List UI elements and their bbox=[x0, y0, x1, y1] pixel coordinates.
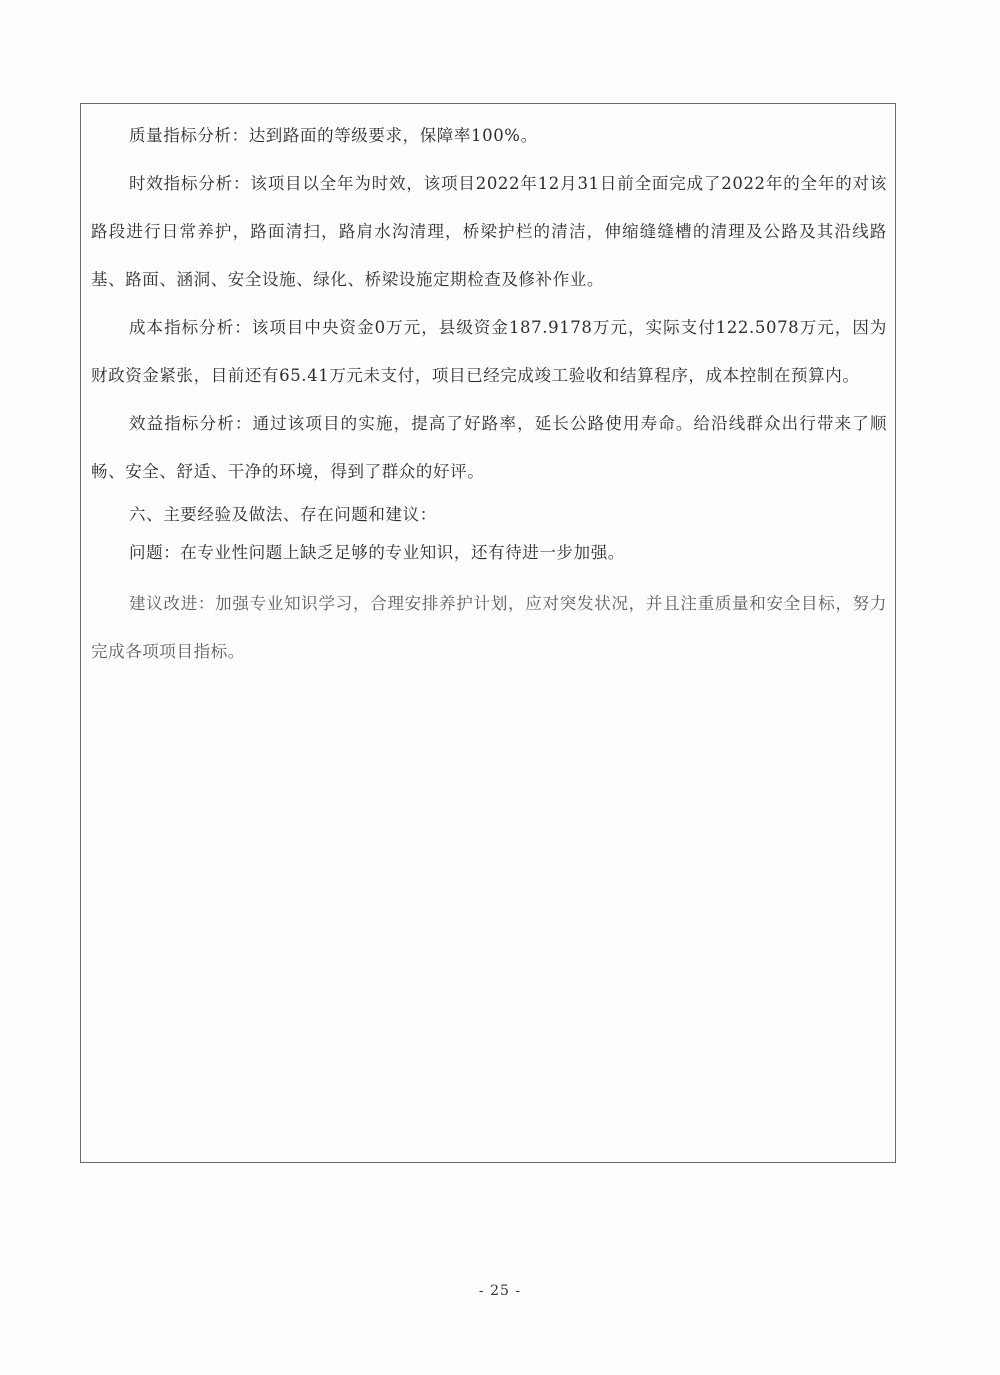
section-six-heading: 六、主要经验及做法、存在问题和建议： bbox=[129, 505, 437, 524]
document-body bbox=[91, 112, 887, 676]
suggestions-paragraph: 建议改进：加强专业知识学习，合理安排养护计划，应对突发状况，并且注重质量和安全目标，努力完成各项项目指标。 bbox=[91, 594, 887, 661]
benefit-indicator-paragraph: 效益指标分析：通过该项目的实施，提高了好路率，延长公路使用寿命。给沿线群众出行带来了顺畅、安全、舒适、干净的环境，得到了群众的好评。 bbox=[91, 414, 887, 481]
cost-indicator-paragraph: 成本指标分析：该项目中央资金0万元，县级资金187.9178万元，实际支付122.5078万元，因为财政资金紧张，目前还有65.41万元未支付，项目已经完成竣工验收和结算程序，成本控制在预算内。 bbox=[91, 318, 887, 385]
problems-paragraph: 问题：在专业性问题上缺乏足够的专业知识，还有待进一步加强。 bbox=[129, 543, 625, 562]
page-number: - 25 - bbox=[478, 1283, 522, 1299]
timeliness-indicator-paragraph: 时效指标分析：该项目以全年为时效，该项目2022年12月31日前全面完成了2022年的全年的对该路段进行日常养护，路面清扫，路肩水沟清理，桥梁护栏的清洁，伸缩缝缝槽的清理及公路及其沿线路基、路面、涵洞、安全设施、绿化、桥梁设施定期检查及修补作业。 bbox=[91, 174, 887, 289]
quality-indicator-paragraph: 质量指标分析：达到路面的等级要求，保障率100%。 bbox=[129, 126, 538, 145]
